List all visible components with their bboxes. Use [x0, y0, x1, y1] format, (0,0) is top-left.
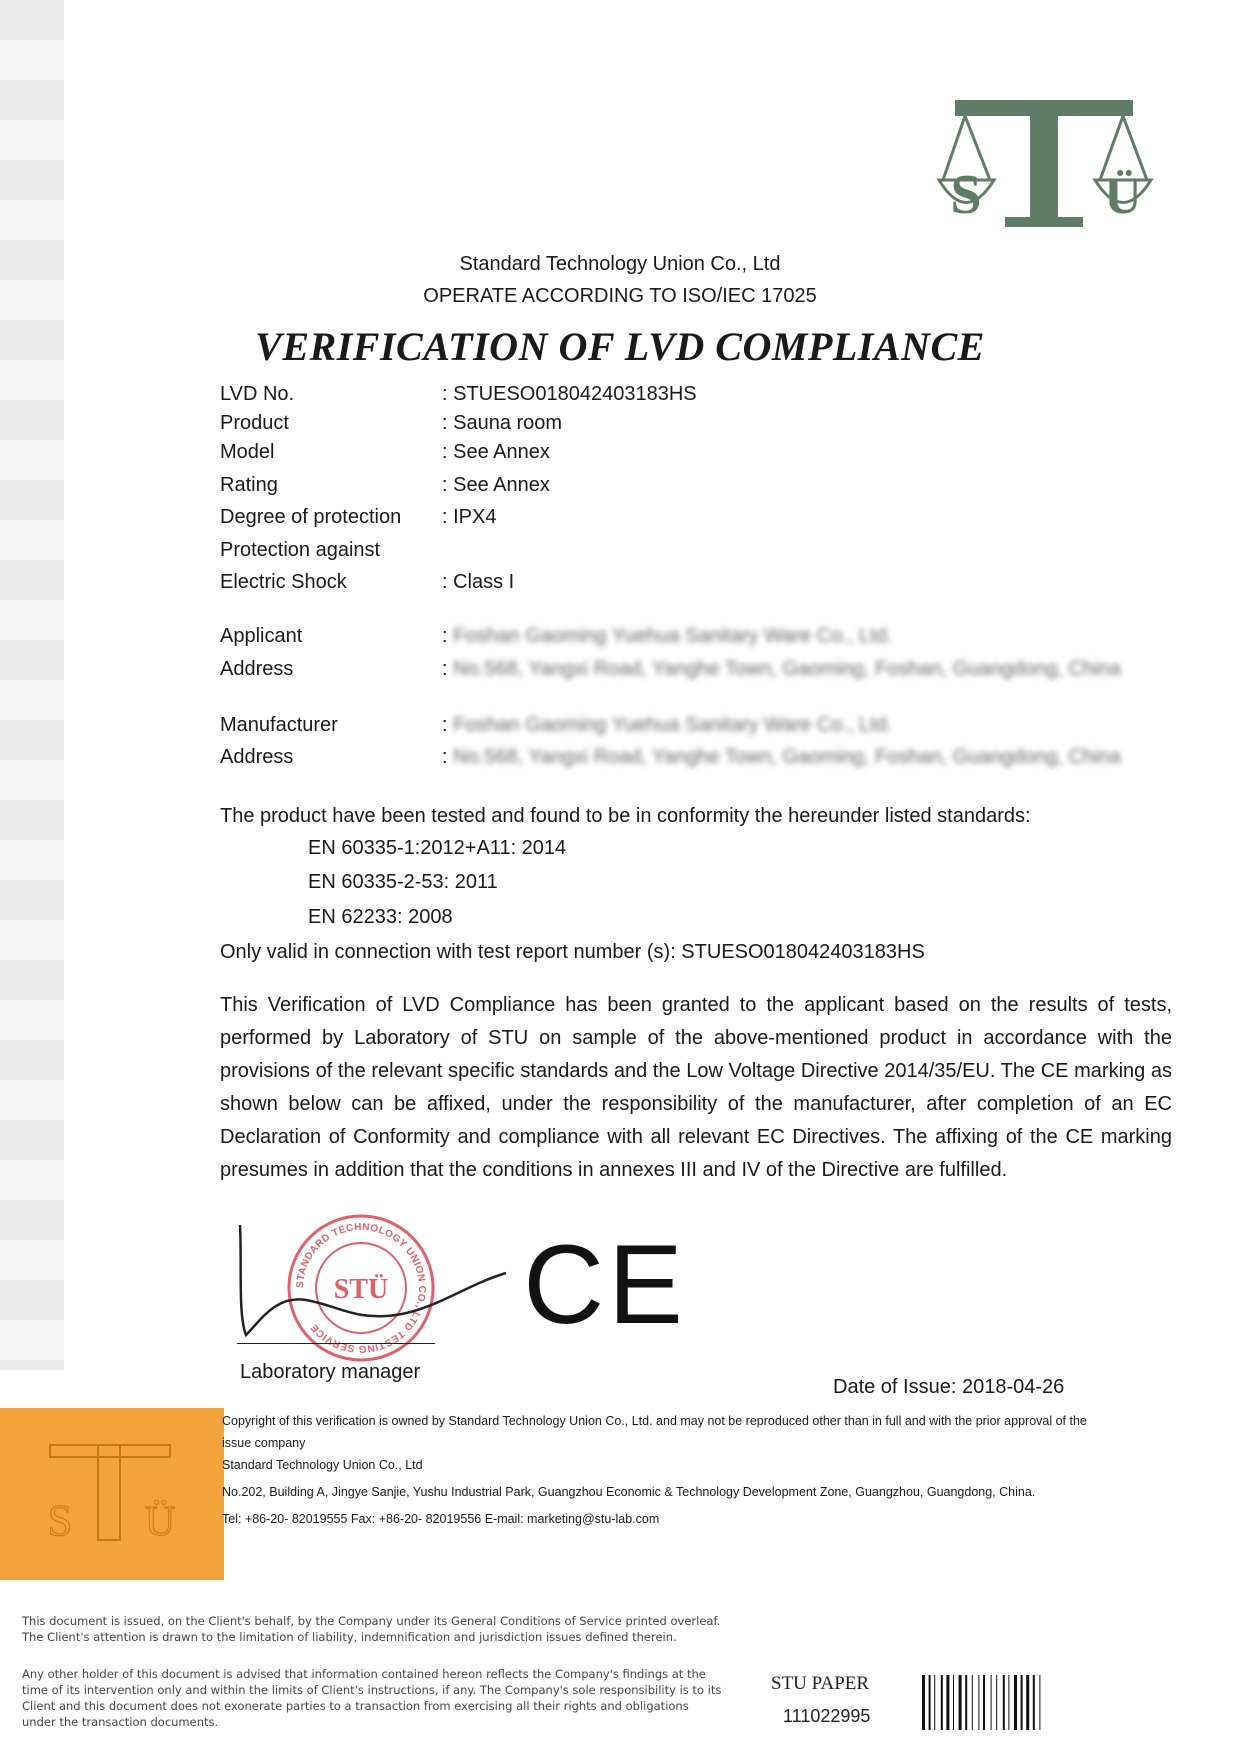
field-value: : IPX4	[442, 506, 497, 528]
redacted-text: Foshan Gaoming Yuehua Sanitary Ware Co., Ltd.	[453, 625, 893, 647]
field-value: : See Annex	[442, 441, 550, 463]
compliance-paragraph: This Verification of LVD Compliance has been granted to the applicant based on the results of tests, performed by Laboratory of STU on sample of the above-mentioned product in accordance with the provisions of the relevant specific standards and the Low Voltage Directive 2014/35/EU. The CE marking as shown below can be affixed, under the responsibility of the manufacturer, after completion of an EC Declaration of Conformity and compliance with all relevant EC Directives. The affixing of the CE marking presumes in addition that the conditions in annexes III and IV of the Directive are fulfilled.	[220, 994, 1172, 1181]
date-of-issue: Date of Issue: 2018-04-26	[833, 1376, 1065, 1398]
standard-item: EN 60335-1:2012+A11: 2014	[308, 837, 567, 859]
footer-contact: Tel: +86-20- 82019555 Fax: +86-20- 82019556 E-mail: marketing@stu-lab.com	[222, 1512, 660, 1526]
conformity-intro: The product have been tested and found to be in conformity the hereunder listed standards:	[220, 805, 1031, 827]
field-value: : Sauna room	[442, 412, 563, 434]
field-label: Manufacturer	[220, 714, 338, 736]
field-label: Model	[220, 441, 275, 463]
svg-text:S: S	[47, 1496, 73, 1545]
field-label: LVD No.	[220, 383, 295, 405]
field-value: : Class I	[442, 571, 515, 593]
svg-text:Ü: Ü	[1104, 168, 1142, 225]
footer-company: Standard Technology Union Co., Ltd	[222, 1458, 423, 1472]
signature	[236, 1225, 516, 1345]
field-label: Degree of protection	[220, 506, 402, 528]
redacted-text: Foshan Gaoming Yuehua Sanitary Ware Co., Ltd.	[453, 714, 893, 736]
signature-line	[237, 1343, 435, 1344]
iso-accreditation-line: OPERATE ACCORDING TO ISO/IEC 17025	[423, 285, 817, 307]
field-label: Applicant	[220, 625, 303, 647]
svg-text:CE: CE	[523, 1222, 687, 1347]
organization-name: Standard Technology Union Co., Ltd	[459, 253, 781, 275]
barcode	[922, 1675, 1100, 1730]
valid-report-line: Only valid in connection with test report number (s): STUESO018042403183HS	[220, 941, 925, 963]
stu-watermark-logo	[30, 1440, 190, 1550]
document-title: VERIFICATION OF LVD COMPLIANCE	[255, 324, 985, 369]
field-value: : Foshan Gaoming Yuehua Sanitary Ware Co., Ltd.	[442, 625, 893, 647]
paper-label: STU PAPER	[771, 1673, 870, 1694]
footer-copyright-cont: issue company	[222, 1436, 306, 1450]
standard-item: EN 60335-2-53: 2011	[308, 871, 498, 893]
redacted-text: No.568, Yangxi Road, Yanghe Town, Gaoming, Foshan, Guangdong, China	[453, 658, 1121, 680]
paper-number: 111022995	[783, 1706, 871, 1726]
field-value: : Foshan Gaoming Yuehua Sanitary Ware Co., Ltd.	[442, 714, 893, 736]
footer-copyright: Copyright of this verification is owned by Standard Technology Union Co., Ltd. and may not be reproduced other than in full and with the prior approval of the	[222, 1414, 1087, 1428]
footer-address: No.202, Building A, Jingye Sanjie, Yushu Industrial Park, Guangzhou Economic & Technology Development Zone, Guangzhou, Guangdong, China.	[222, 1485, 1036, 1499]
redacted-text: No.568, Yangxi Road, Yanghe Town, Gaoming, Foshan, Guangdong, China	[453, 746, 1121, 768]
standard-item: EN 62233: 2008	[308, 906, 453, 928]
stu-logo	[935, 95, 1153, 235]
left-decorative-strip	[0, 0, 64, 1370]
field-label: Product	[220, 412, 289, 434]
ce-mark	[523, 1222, 687, 1347]
svg-text:S: S	[950, 164, 982, 226]
field-label: Address	[220, 746, 294, 768]
field-label: Rating	[220, 474, 278, 496]
stamp-ring-text: STANDARD TECHNOLOGY UNION CO., LTD TESTING SERVICE	[294, 1221, 428, 1355]
field-label: Address	[220, 658, 294, 680]
field-value: : See Annex	[442, 474, 550, 496]
laboratory-manager-label: Laboratory manager	[240, 1361, 421, 1383]
disclaimer-block-2: Any other holder of this document is advised that information contained hereon reflects the Company's findings at the time of its intervention only and within the limits of Client's instructions, if any. The Company's sole responsibility is to its Client and this document does not exonerate parties to a transaction from exercising all their rights and obligations under the transaction documents.	[22, 1667, 722, 1729]
svg-text:Ü: Ü	[144, 1499, 176, 1545]
field-label: Electric Shock	[220, 571, 347, 593]
disclaimer-block-1: This document is issued, on the Client's behalf, by the Company under its General Conditions of Service printed overleaf. The Client's attention is drawn to the limitation of liability, indemnification and jurisdiction issues defined therein.	[22, 1614, 721, 1644]
stamp-center-text: STÜ	[333, 1274, 389, 1305]
field-value: : STUESO018042403183HS	[442, 383, 697, 405]
field-value: : No.568, Yangxi Road, Yanghe Town, Gaoming, Foshan, Guangdong, China	[442, 746, 1121, 768]
field-label: Protection against	[220, 539, 381, 561]
field-value: : No.568, Yangxi Road, Yanghe Town, Gaoming, Foshan, Guangdong, China	[442, 658, 1121, 680]
